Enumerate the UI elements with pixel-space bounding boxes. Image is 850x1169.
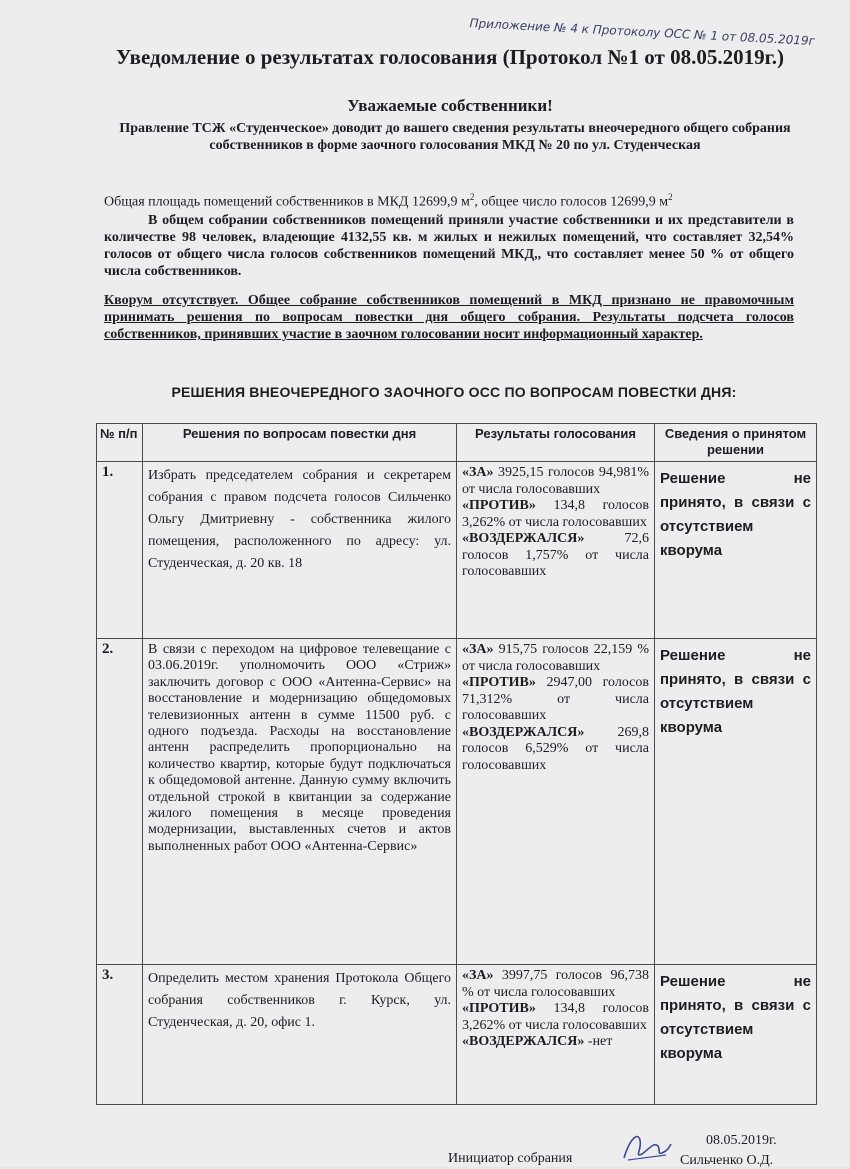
za-text: 915,75 голосов 22,159 % от числа голосовавших — [462, 642, 649, 674]
intro-text: Правление ТСЖ «Студенческое» доводит до вашего сведения результаты внеочередного общего собрания собственников в форме заочного голосования МКД № 20 по ул. Студенческая — [119, 121, 791, 153]
table-row — [97, 965, 817, 1105]
za-text: 3997,75 голосов 96,738 % от числа голосовавших — [462, 968, 649, 1000]
signature-block — [440, 1130, 810, 1167]
table-header-row — [97, 424, 817, 462]
header-num: № п/п — [97, 424, 143, 462]
decisions-table — [96, 423, 817, 1105]
row-num: 1. — [97, 462, 143, 639]
vozd-label: «ВОЗДЕРЖАЛСЯ» — [462, 531, 585, 546]
area-prefix: Общая площадь помещений собственников в МКД 12699,9 м — [104, 194, 470, 210]
initiator-label: Инициатор собрания — [448, 1151, 573, 1166]
za-label: «ЗА» — [462, 642, 494, 657]
protiv-text: 2947,00 голосов 71,312% от числа голосовавших — [462, 675, 649, 723]
header-results: Результаты голосования — [457, 424, 655, 462]
row-results — [457, 965, 655, 1105]
vozd-text: 269,8 голосов 6,529% от числа голосовавших — [462, 724, 649, 773]
row-num: 2. — [97, 639, 143, 965]
za-text: 3925,15 голосов 94,981% от числа голосовавших — [462, 465, 649, 497]
header-question: Решения по вопросам повестки дня — [143, 424, 457, 462]
za-label: «ЗА» — [462, 968, 494, 983]
row-status: Решение не принято, в связи с отсутствием кворума — [655, 639, 817, 965]
vozd-label: «ВОЗДЕРЖАЛСЯ» — [462, 724, 585, 740]
handwritten-annotation: Приложение № 4 к Протоколу ОСС № 1 от 08.05.2019г — [469, 16, 816, 49]
page-title: Уведомление о результатах голосования (Протокол №1 от 08.05.2019г.) — [115, 45, 784, 69]
row-question: Определить местом хранения Протокола Общего собрания собственников г. Курск, ул. Студенческая, д. 20, офис 1. — [143, 965, 457, 1105]
row-question: Избрать председателем собрания и секретарем собрания с правом подсчета голосов Сильченко Ольгу Дмитриевну - собственника жилого помещения, расположенного по адресу: ул. Студенческая, д. 20 кв. 18 — [143, 462, 457, 639]
decisions-heading: РЕШЕНИЯ ВНЕОЧЕРЕДНОГО ЗАОЧНОГО ОСС ПО ВОПРОСАМ ПОВЕСТКИ ДНЯ: — [171, 384, 737, 400]
vozd-label: «ВОЗДЕРЖАЛСЯ» — [462, 1034, 585, 1049]
vozd-text: -нет — [584, 1034, 613, 1049]
signature-date: 08.05.2019г. — [706, 1133, 777, 1148]
za-label: «ЗА» — [462, 465, 494, 480]
area-unit-sup-2: 2 — [668, 192, 673, 202]
row-status: Решение не принято, в связи с отсутствием кворума — [655, 965, 817, 1105]
row-question: В связи с переходом на цифровое телевещание с 03.06.2019г. уполномочить ООО «Стриж» заключить договор с ООО «Антенна-Сервис» на восстановление и модернизацию общедомовых телевизионных антенн в сумме 11500 руб. с одного подъезда. Расходы на восстановление антенн распределить пропорционально на количество квартир, которые будут подключаться к общедомовой антенне. Данную сумму включить отдельной строкой в квитанции за содержание жилого помещения в месяце проведения модернизации, выставленных счетов и актов выполненных работ ООО «Антенна-Сервис» — [143, 639, 457, 965]
protiv-text: 134,8 голосов 3,262% от числа голосовавших — [462, 498, 649, 530]
protiv-text: 134,8 голосов 3,262% от числа голосовавших — [462, 1001, 649, 1033]
row-status: Решение не принято, в связи с отсутствием кворума — [655, 462, 817, 639]
table-row — [97, 639, 817, 965]
handwritten-signature — [620, 1128, 672, 1166]
vozd-text: 72,6 голосов 1,757% от числа голосовавших — [462, 531, 649, 579]
row-results — [457, 639, 655, 965]
table-row — [97, 462, 817, 639]
participation-paragraph: В общем собрании собственников помещений приняли участие собственники и их представители в количестве 98 человек, владеющие 4132,55 кв. м жилых и нежилых помещений, что составляет 32,54% голосов от общего числа голосов собственников помещений МКД,, что составляет менее 50 % от общего числа собственников. — [104, 213, 794, 279]
area-summary — [104, 192, 804, 211]
quorum-paragraph: Кворум отсутствует. Общее собрание собственников помещений в МКД признано не правомочным принимать решения по вопросам повестки дня общего собрания. Результаты подсчета голосов собственников, принявших участие в заочном голосовании носит информационный характер. — [104, 293, 794, 342]
protiv-label: «ПРОТИВ» — [462, 675, 536, 690]
area-unit-sup-1: 2 — [469, 192, 475, 202]
initiator-name: Сильченко О.Д. — [680, 1153, 774, 1168]
header-status: Сведения о принятом решении — [655, 424, 817, 462]
greeting: Уважаемые собственники! — [347, 96, 553, 115]
row-results — [457, 462, 655, 639]
protiv-label: «ПРОТИВ» — [462, 1001, 536, 1016]
row-num: 3. — [97, 965, 143, 1105]
protiv-label: «ПРОТИВ» — [462, 498, 536, 513]
area-middle: , общее число голосов 12699,9 м — [474, 194, 669, 210]
